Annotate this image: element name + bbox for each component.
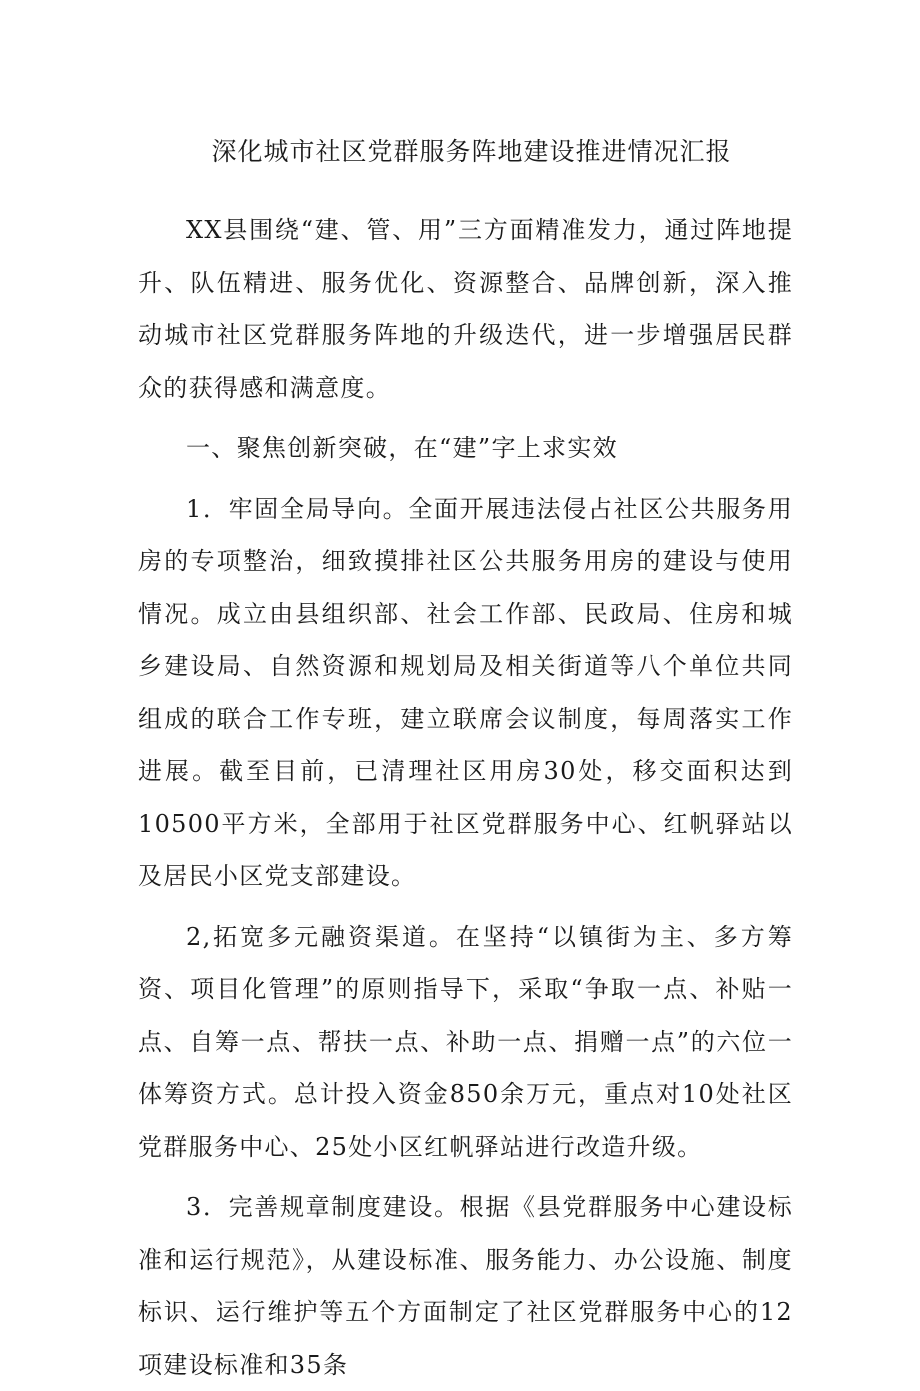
item-paragraph-1: 1．牢固全局导向。全面开展违法侵占社区公共服务用房的专项整治，细致摸排社区公共服务用房的建设与使用情况。成立由县组织部、社会工作部、民政局、住房和城乡建设局、自然资源和规划局及相关街道等八个单位共同组成的联合工作专班，建立联席会议制度，每周落实工作进展。截至目前，已清理社区用房30处，移交面积达到10500平方米，全部用于社区党群服务中心、红帆驿站以及居民小区党支部建设。 [138,494,793,890]
item-paragraph-2: 2,拓宽多元融资渠道。在坚持“以镇街为主、多方筹资、项目化管理”的原则指导下，采取“争取一点、补贴一点、自筹一点、帮扶一点、补助一点、捐赠一点”的六位一体筹资方式。总计投入资金850余万元，重点对10处社区党群服务中心、25处小区红帆驿站进行改造升级。 [138,922,793,1161]
section-heading-1: 一、聚焦创新突破，在“建”字上求实效 [186,434,618,462]
document-title: 深化城市社区党群服务阵地建设推进情况汇报 [211,137,732,166]
intro-paragraph: XX县围绕“建、管、用”三方面精准发力，通过阵地提升、队伍精进、服务优化、资源整合、品牌创新，深入推动城市社区党群服务阵地的升级迭代，进一步增强居民群众的获得感和满意度。 [138,216,793,402]
item-paragraph-3: 3．完善规章制度建设。根据《县党群服务中心建设标准和运行规范》，从建设标准、服务能力、办公设施、制度标识、运行维护等五个方面制定了社区党群服务中心的12项建设标准和35条 [138,1193,793,1379]
